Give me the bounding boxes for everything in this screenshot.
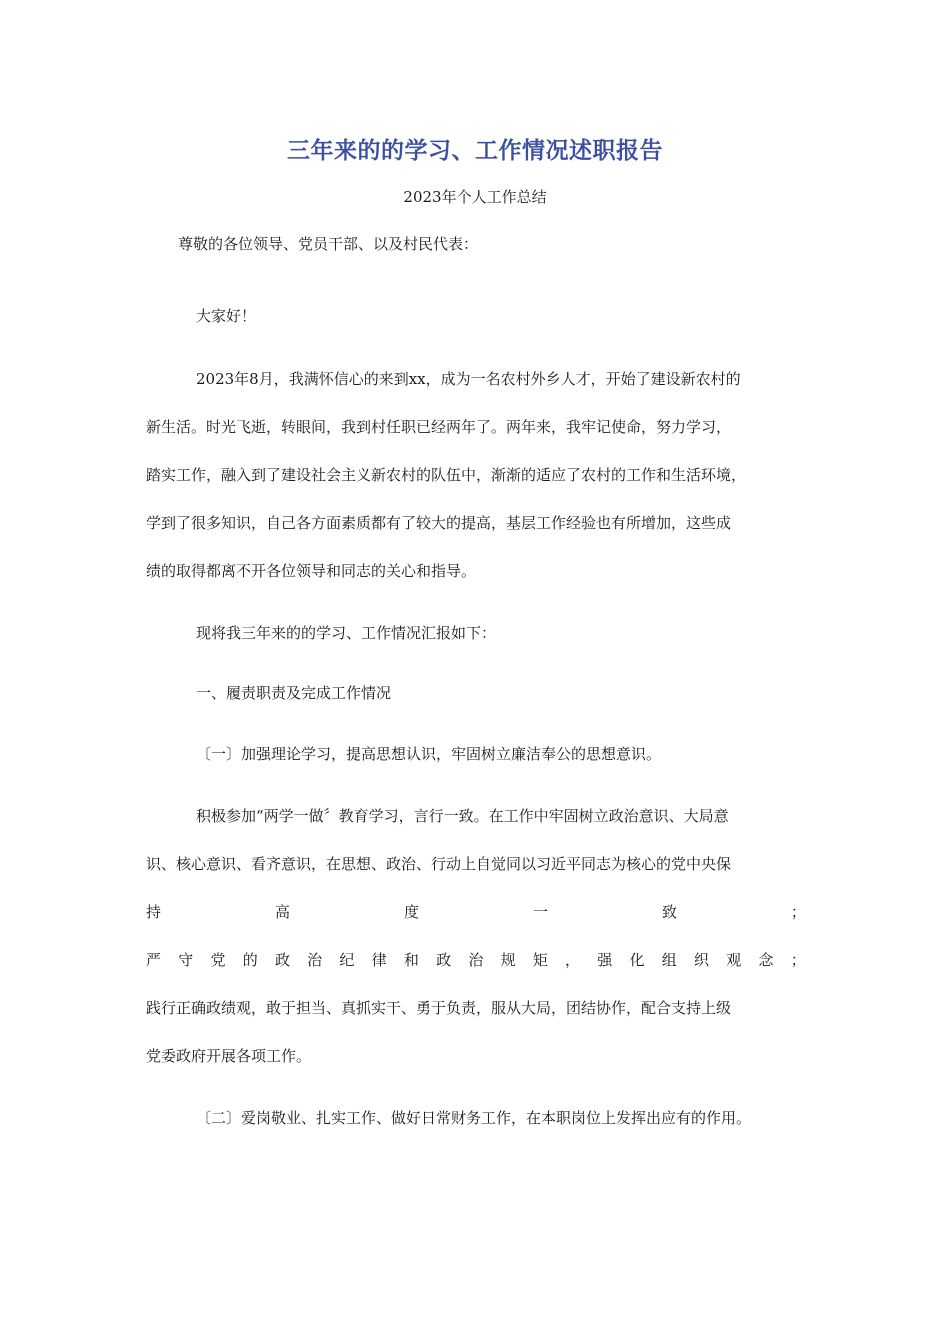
char: 矩 (532, 951, 548, 969)
document-subtitle: 2023年个人工作总结 (403, 188, 547, 206)
char: 高 (274, 903, 290, 921)
document-title: 三年来的的学习、工作情况述职报告 (287, 138, 663, 164)
char: 纪 (339, 951, 355, 969)
justified-line (146, 949, 806, 971)
char: ， (565, 951, 581, 969)
intro-line: 现将我三年来的的学习、工作情况汇报如下： (196, 624, 497, 642)
char: 守 (178, 951, 194, 969)
subsection-heading: 〔一〕加强理论学习，提高思想认识，牢固树立廉洁奉公的思想意识。 (196, 745, 662, 763)
paragraph-line: 识、核心意识、看齐意识，在思想、政治、行动上自觉同以习近平同志为核心的党中央保 (146, 855, 732, 873)
paragraph-line: 学到了很多知识，自己各方面素质都有了较大的提高，基层工作经验也有所增加，这些成 (146, 514, 732, 532)
char: ； (790, 951, 806, 969)
char: 度 (403, 903, 419, 921)
char: 致 (661, 903, 677, 921)
justified-line (146, 901, 806, 923)
char: 化 (629, 951, 645, 969)
char: 治 (468, 951, 484, 969)
paragraph-line: 2023年8月，我满怀信心的来到xx，成为一名农村外乡人才，开始了建设新农村的 (196, 370, 741, 388)
char: 观 (726, 951, 742, 969)
greeting: 大家好！ (196, 307, 257, 325)
char: 律 (371, 951, 387, 969)
char: 治 (307, 951, 323, 969)
paragraph-line: 践行正确政绩观，敢于担当、真抓实干、勇于负责，服从大局，团结协作，配合支持上级 (146, 999, 732, 1017)
char: 持 (146, 903, 162, 921)
char: 严 (146, 951, 162, 969)
char: 织 (693, 951, 709, 969)
paragraph-line: 新生活。时光飞逝，转眼间，我到村任职已经两年了。两年来，我牢记使命，努力学习， (146, 418, 732, 436)
char: ； (790, 903, 806, 921)
paragraph-line: 党委政府开展各项工作。 (146, 1047, 312, 1065)
char: 念 (758, 951, 774, 969)
paragraph-line: 踏实工作，融入到了建设社会主义新农村的队伍中，渐渐的适应了农村的工作和生活环境， (146, 466, 747, 484)
char: 强 (597, 951, 613, 969)
char: 政 (274, 951, 290, 969)
section-heading: 一、履责职责及完成工作情况 (196, 684, 392, 702)
char: 的 (242, 951, 258, 969)
char: 党 (210, 951, 226, 969)
char: 政 (436, 951, 452, 969)
char: 和 (403, 951, 419, 969)
salutation: 尊敬的各位领导、党员干部、以及村民代表： (178, 235, 479, 253)
char: 一 (532, 903, 548, 921)
paragraph-line: 绩的取得都离不开各位领导和同志的关心和指导。 (146, 562, 477, 580)
char: 规 (500, 951, 516, 969)
subsection-heading: 〔二〕爱岗敬业、扎实工作、做好日常财务工作，在本职岗位上发挥出应有的作用。 (196, 1109, 752, 1127)
char: 组 (661, 951, 677, 969)
paragraph-line: 积极参加“两学一做〞教育学习，言行一致。在工作中牢固树立政治意识、大局意 (196, 807, 729, 825)
